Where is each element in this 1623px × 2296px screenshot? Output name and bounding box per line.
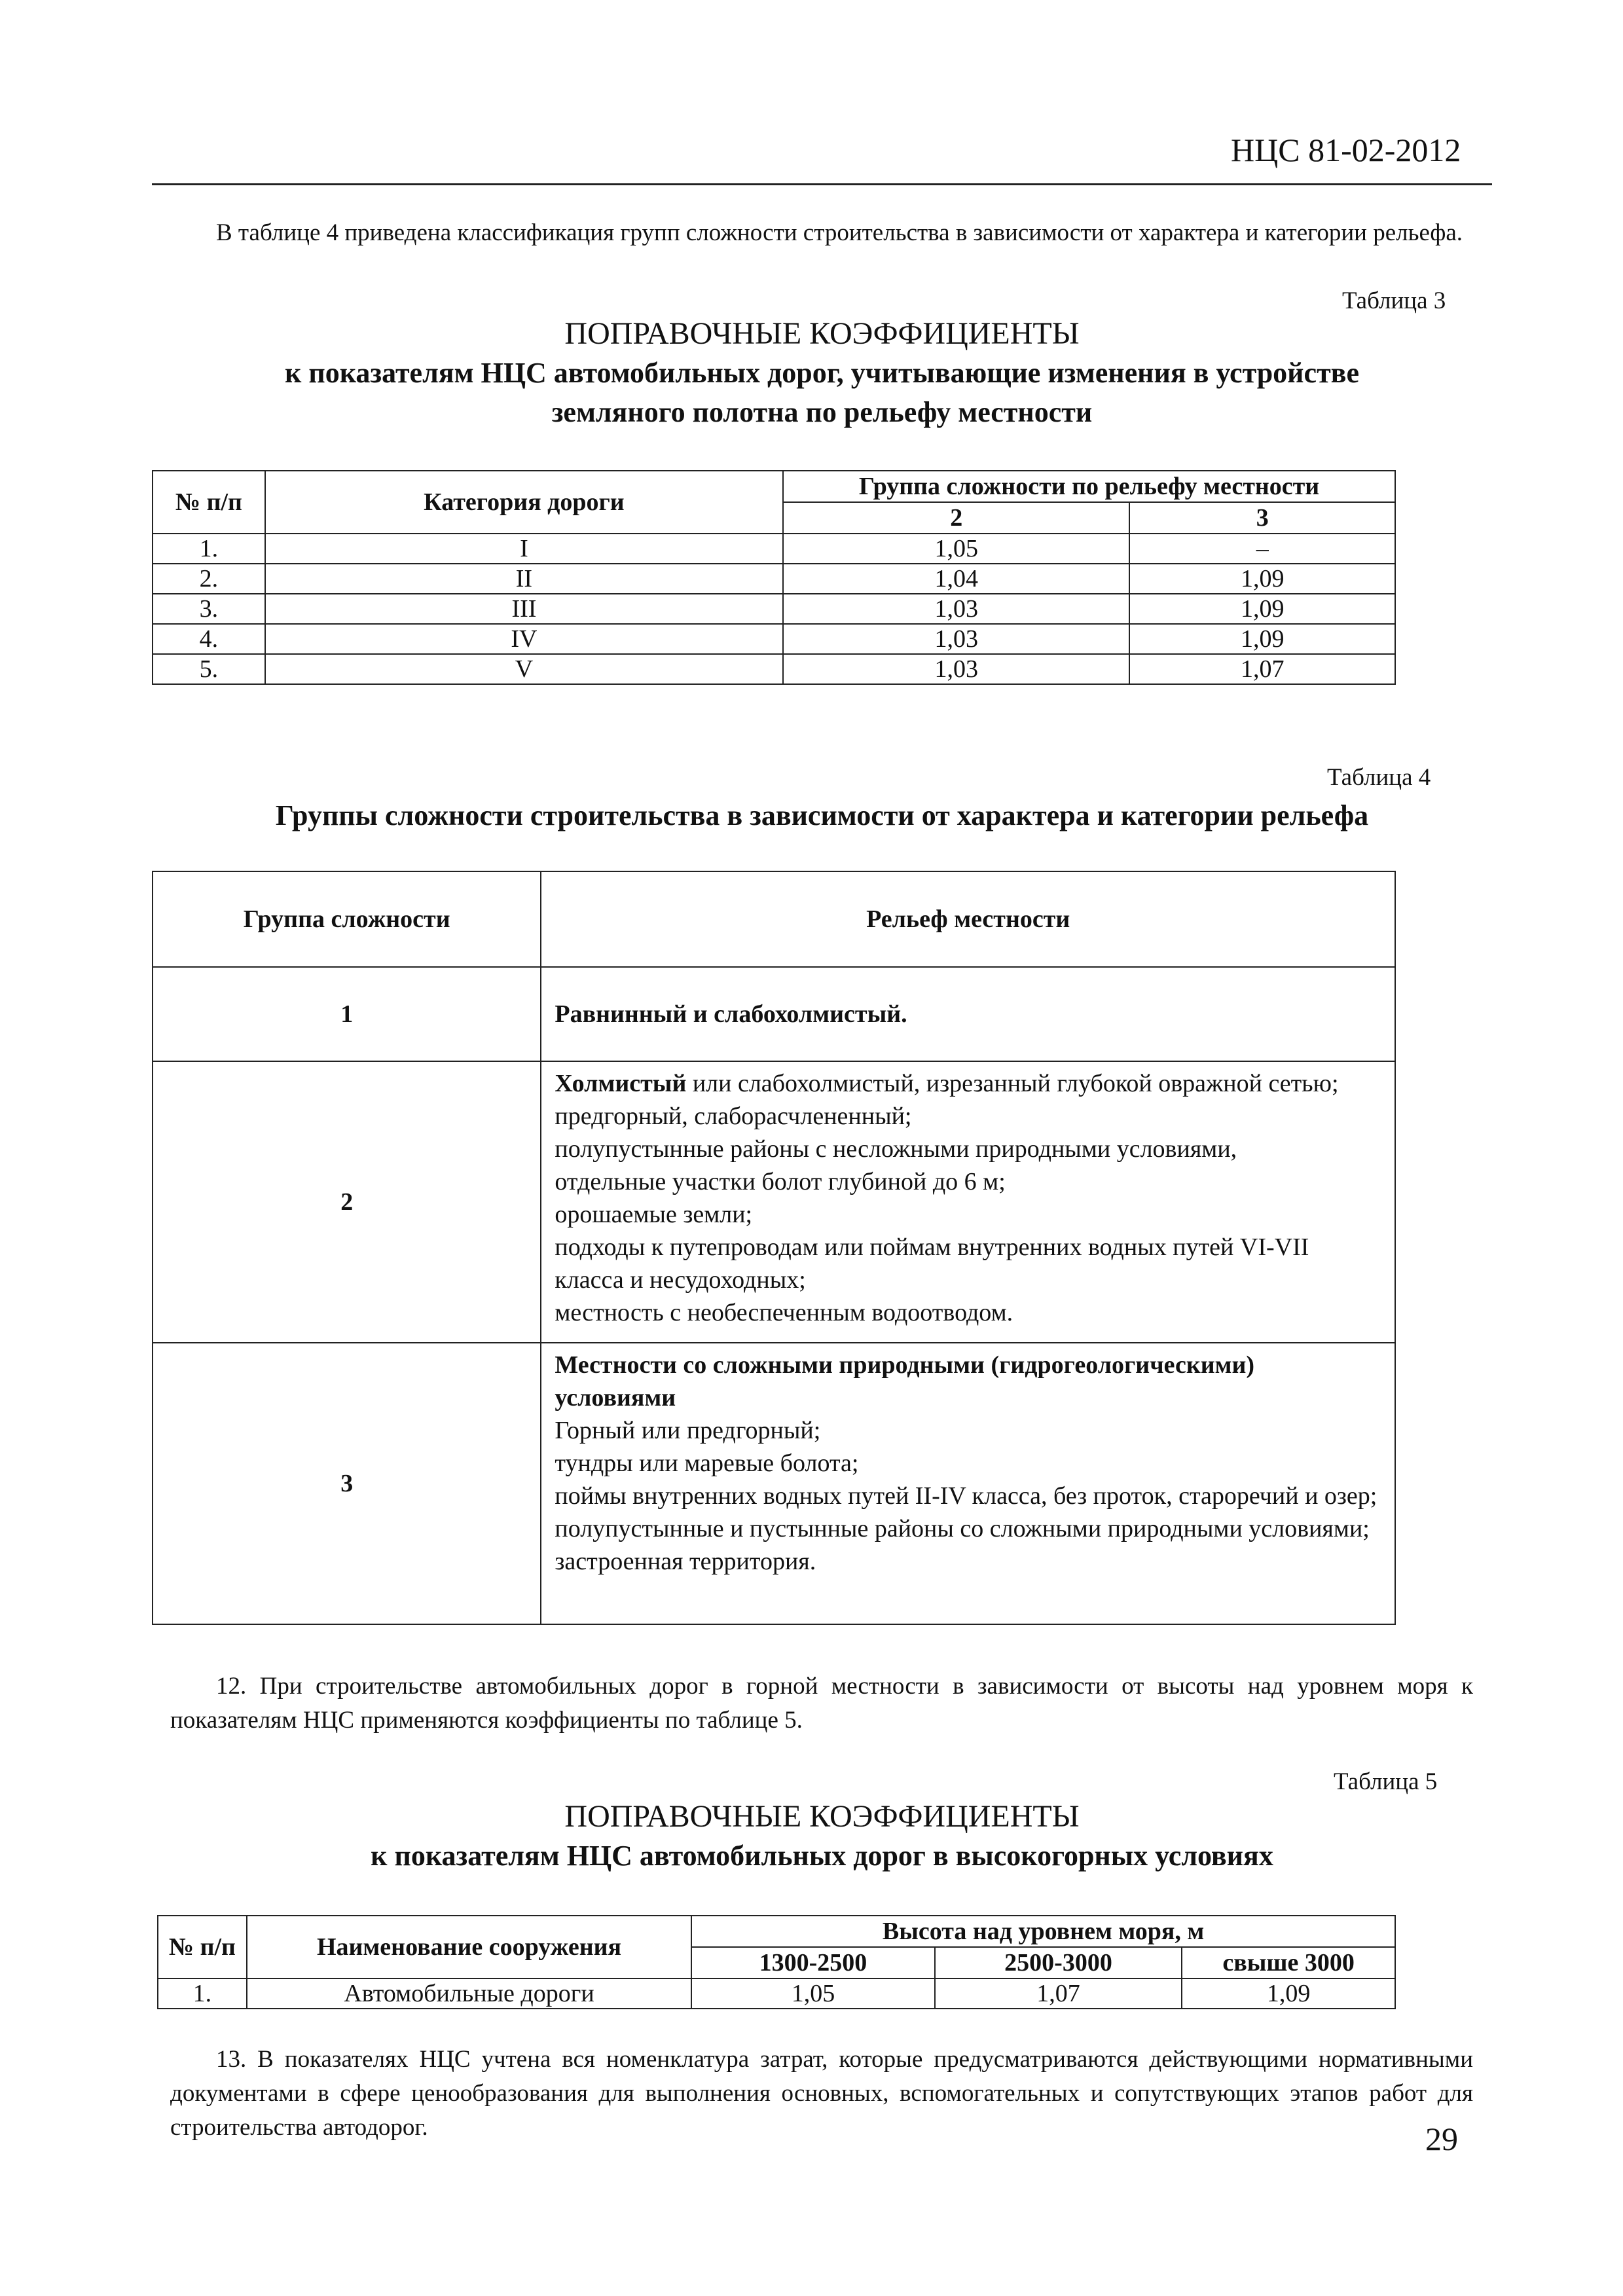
table3-cell-num: 5. [153,654,265,684]
header-rule [152,183,1492,185]
table-row [153,564,1395,594]
relief-line-bold: Холмистый [555,1070,687,1097]
table5 [157,1915,1396,2009]
relief-line: полупустынные районы с несложными природными условиями, [555,1135,1237,1163]
table4-cell-group: 3 [153,1343,541,1624]
relief-line: Горный или предгорный; [555,1417,821,1444]
relief-line: застроенная территория. [555,1548,816,1575]
table-row [153,1343,1395,1624]
paragraph-13 [170,2043,1473,2145]
table4-cell-relief [541,967,1395,1061]
table5-cell-h3: 1,09 [1182,1978,1395,2009]
relief-line [555,1067,1381,1100]
table4-header-relief: Рельеф местности [541,871,1395,967]
table-row [153,1061,1395,1343]
table3-title-line1: ПОПРАВОЧНЫЕ КОЭФФИЦИЕНТЫ [564,316,1080,351]
table3-cell-category: IV [265,624,783,654]
table4-cell-group: 2 [153,1061,541,1343]
table4-cell-relief [541,1061,1395,1343]
table5-header-h2: 2500-3000 [935,1947,1182,1978]
table5-title-line2: к показателям НЦС автомобильных дорог в высокогорных условиях [371,1840,1273,1872]
table3-cell-num: 2. [153,564,265,594]
table-row [153,654,1395,684]
table3-cell-g3: 1,09 [1129,564,1395,594]
intro-text: В таблице 4 приведена классификация групп сложности строительства в зависимости от характера и категории рельефа. [216,219,1463,246]
table5-title-line1: ПОПРАВОЧНЫЕ КОЭФФИЦИЕНТЫ [564,1799,1080,1834]
relief-line: поймы внутренних водных путей II-IV класса, без проток, староречий и озер; [555,1482,1377,1510]
table3-header-group: Группа сложности по рельефу местности [783,471,1395,502]
document-code: НЦС 81-02-2012 [1231,132,1461,168]
table3-cell-g3: 1,07 [1129,654,1395,684]
relief-line: предгорный, слаборасчлененный; [555,1102,912,1130]
intro-paragraph [170,216,1473,250]
table3-cell-g3: – [1129,534,1395,564]
table5-cell-num: 1. [158,1978,247,2009]
table5-label: Таблица 5 [1334,1768,1438,1795]
paragraph-12 [170,1669,1473,1738]
relief-line: отдельные участки болот глубиной до 6 м; [555,1168,1006,1195]
table5-header-h1: 1300-2500 [691,1947,935,1978]
relief-line: Равнинный и слабохолмистый. [555,1000,907,1028]
table3-cell-num: 1. [153,534,265,564]
relief-line: подходы к путепроводам или поймам внутренних водных путей VI-VII класса и несудоходных; [555,1233,1309,1294]
table4-cell-group: 1 [153,967,541,1061]
table-row [153,624,1395,654]
table4-cell-relief [541,1343,1395,1624]
table3-header-g2: 2 [783,502,1129,534]
table5-header-num: № п/п [158,1916,247,1978]
relief-line-rest: или слабохолмистый, изрезанный глубокой овражной сетью; [686,1070,1339,1097]
table3-cell-g2: 1,03 [783,624,1129,654]
relief-line: местность с необеспеченным водоотводом. [555,1299,1013,1326]
table3-cell-num: 3. [153,594,265,624]
table5-title [152,1797,1492,1876]
table3-header-g3: 3 [1129,502,1395,534]
table3-title-line3: земляного полотна по рельефу местности [551,396,1093,428]
relief-line: орошаемые земли; [555,1201,753,1228]
table3-cell-g2: 1,05 [783,534,1129,564]
relief-line: полупустынные и пустынные районы со сложными природными условиями; [555,1515,1370,1542]
table5-header-height: Высота над уровнем моря, м [691,1916,1395,1947]
paragraph-12-text: 12. При строительстве автомобильных дорог в горной местности в зависимости от высоты над уровнем моря к показателям НЦС применяются коэффициенты по таблице 5. [170,1673,1473,1734]
table3-cell-g2: 1,04 [783,564,1129,594]
table3-header-category: Категория дороги [265,471,783,534]
table3-cell-category: III [265,594,783,624]
table5-header-name: Наименование сооружения [247,1916,691,1978]
page-number: 29 [1425,2121,1458,2157]
table5-cell-h2: 1,07 [935,1978,1182,2009]
table3-cell-g2: 1,03 [783,594,1129,624]
table3-title-line2: к показателям НЦС автомобильных дорог, учитывающие изменения в устройстве [285,357,1359,389]
table3-label: Таблица 3 [1342,287,1446,314]
table4 [152,871,1396,1625]
table3-cell-num: 4. [153,624,265,654]
table-row [153,534,1395,564]
table3-cell-g2: 1,03 [783,654,1129,684]
table-row [153,594,1395,624]
relief-line: Местности со сложными природными (гидрогеологическими) условиями [555,1351,1255,1412]
table3-cell-category: II [265,564,783,594]
table5-cell-name: Автомобильные дороги [247,1978,691,2009]
table4-label: Таблица 4 [1327,764,1431,791]
table3-header-num: № п/п [153,471,265,534]
paragraph-13-text: 13. В показателях НЦС учтена вся номенклатура затрат, которые предусматриваются действующими нормативными документами в сфере ценообразования для выполнения основных, вспомогательных и сопутствующих этапов работ для строительства автодорог. [170,2046,1473,2141]
table4-header-group: Группа сложности [153,871,541,967]
table3-cell-category: I [265,534,783,564]
table3-title [152,314,1492,432]
table3-cell-category: V [265,654,783,684]
table-row [158,1978,1395,2009]
table3 [152,470,1396,685]
table4-title: Группы сложности строительства в зависимости от характера и категории рельефа [275,799,1369,831]
table5-cell-h1: 1,05 [691,1978,935,2009]
table5-header-h3: свыше 3000 [1182,1947,1395,1978]
table3-cell-g3: 1,09 [1129,594,1395,624]
relief-line: тундры или маревые болота; [555,1449,859,1477]
table3-cell-g3: 1,09 [1129,624,1395,654]
table-row [153,967,1395,1061]
